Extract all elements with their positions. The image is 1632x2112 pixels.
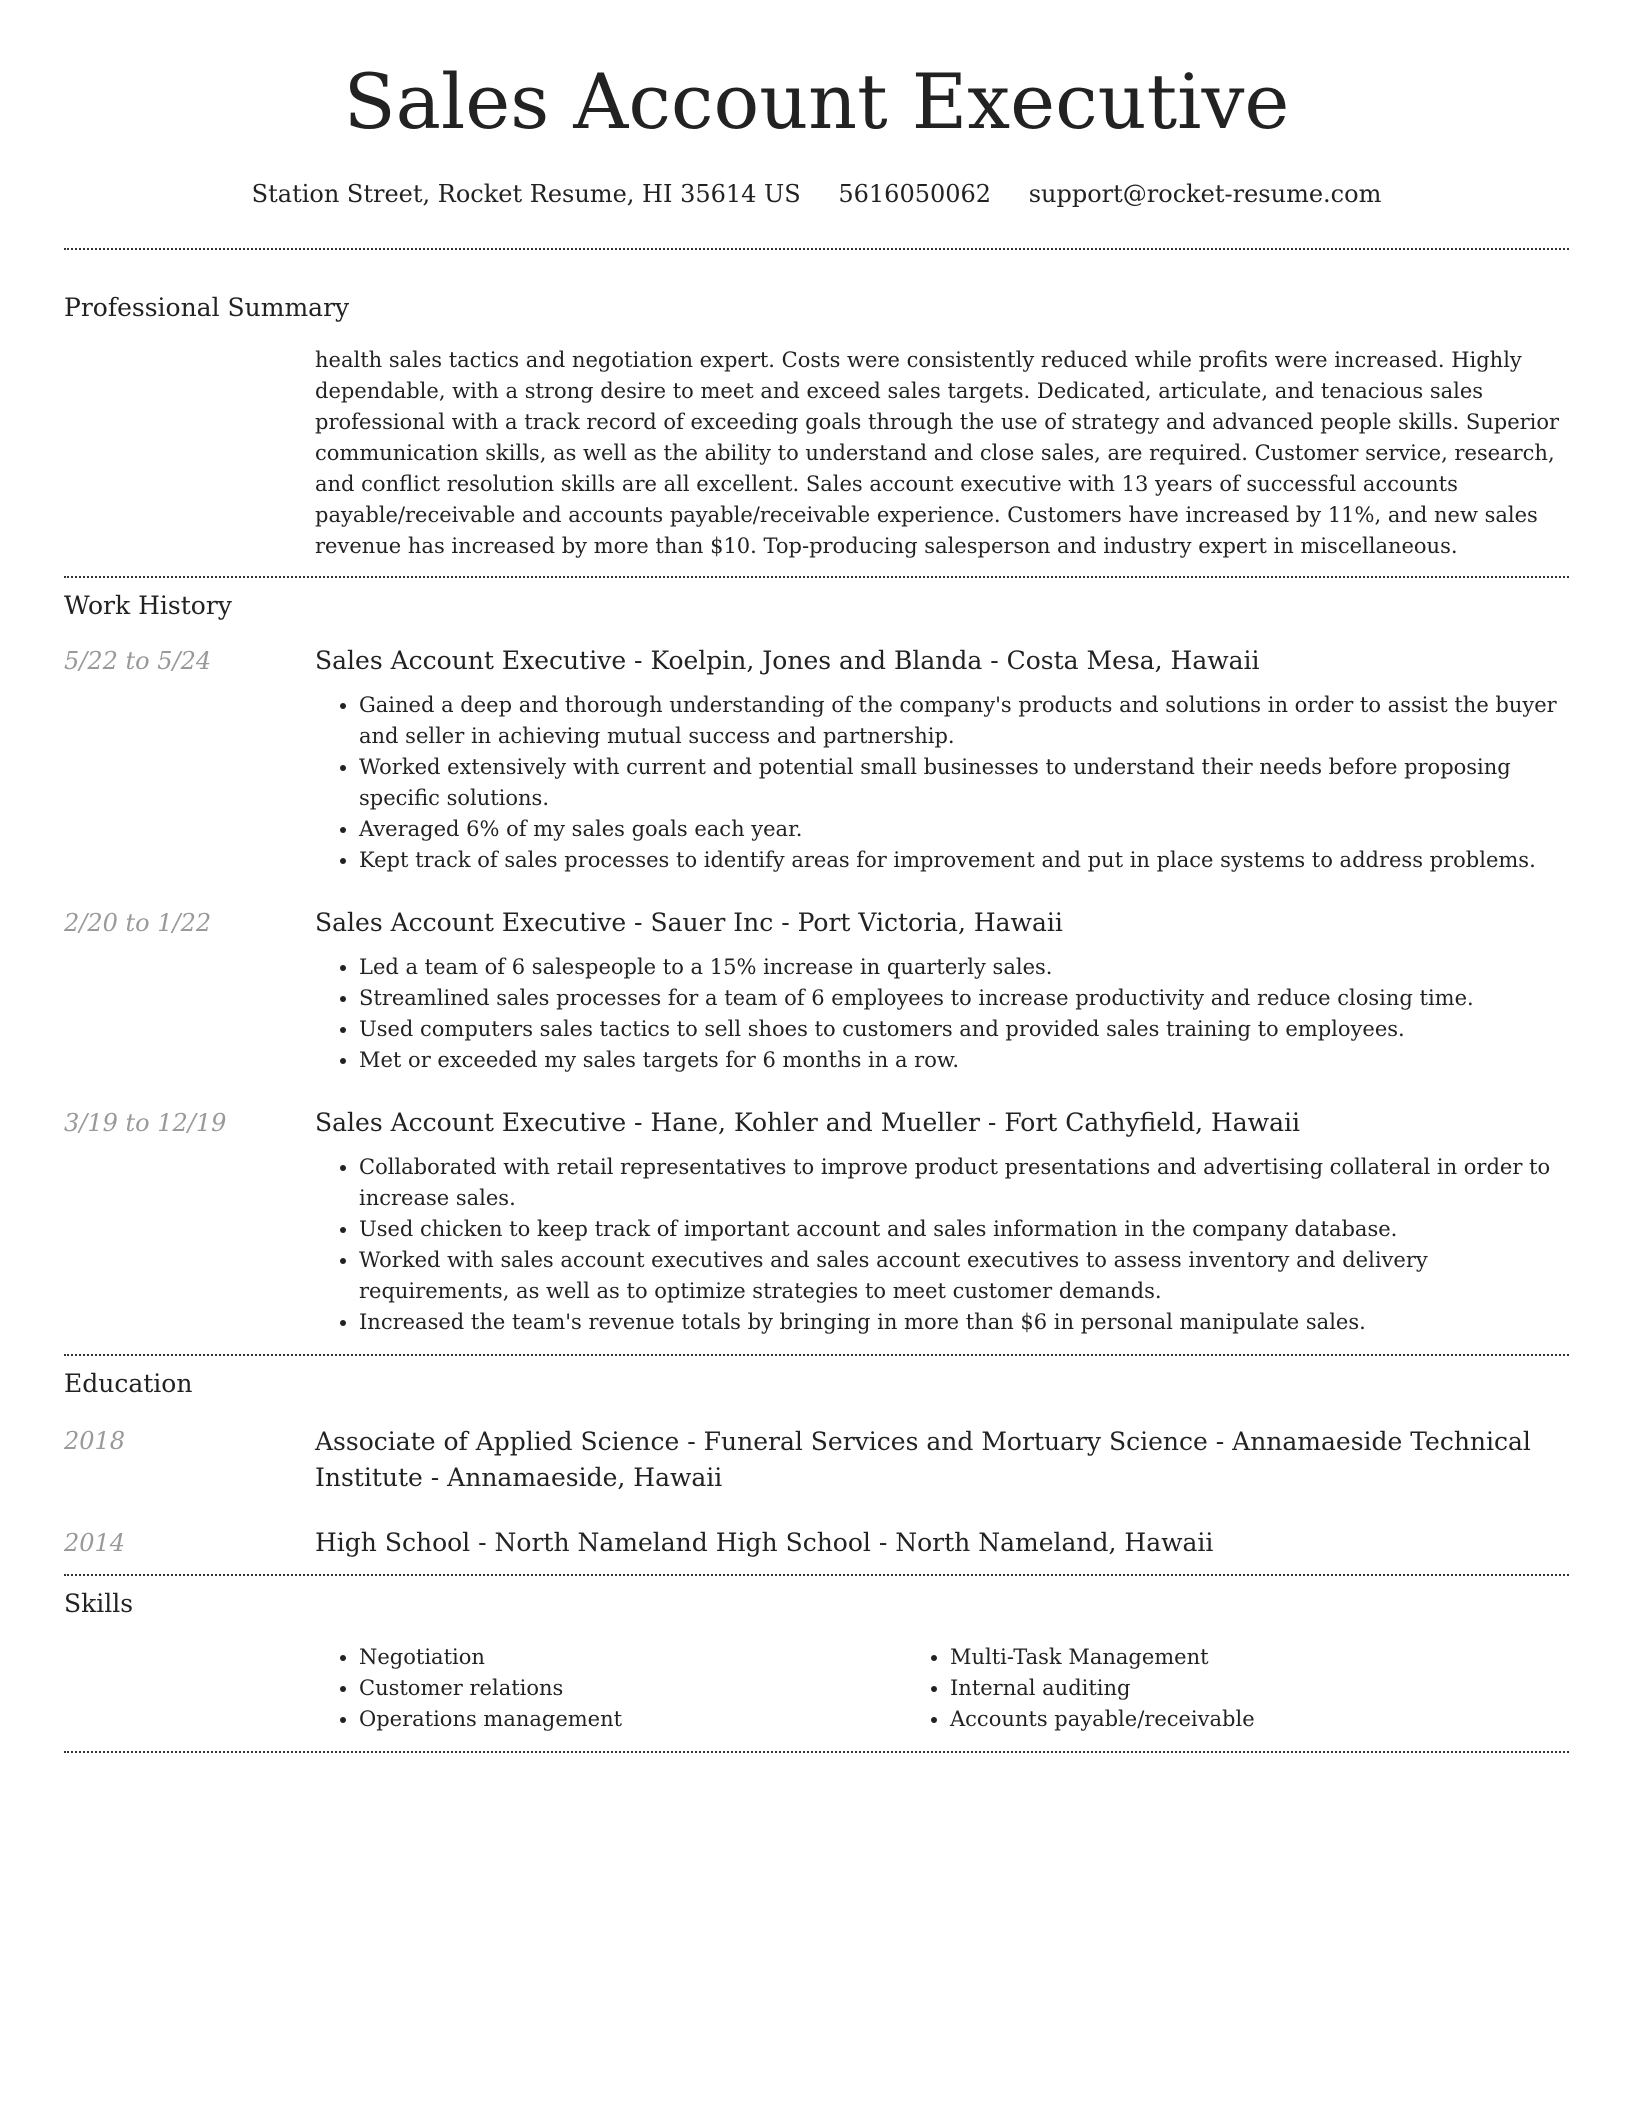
job-bullet: • Increased the team's revenue totals by bringing in more than $6 in personal manipulate sales.: [359, 1307, 1569, 1338]
job-heading: Sales Account Executive - Sauer Inc - Port Victoria, Hawaii: [315, 908, 1063, 937]
divider-work: [64, 1354, 1569, 1356]
skill-item: • Multi-Task Management: [950, 1642, 1465, 1673]
skill-item: • Customer relations: [359, 1673, 890, 1704]
job-entry: [64, 906, 1569, 1076]
job-bullet: • Kept track of sales processes to identify areas for improvement and put in place systems to address problems.: [359, 845, 1569, 876]
skill-item: • Operations management: [359, 1704, 890, 1735]
divider-skills: [64, 1751, 1569, 1753]
job-bullet: • Used chicken to keep track of important account and sales information in the company database.: [359, 1214, 1569, 1245]
summary-title: Professional Summary: [64, 293, 350, 322]
job-entry: [64, 644, 1569, 876]
contact-line: [64, 178, 1569, 210]
divider-education: [64, 1574, 1569, 1576]
skills-list-left: [315, 1642, 890, 1735]
job-bullets: [315, 690, 1569, 876]
contact-phone: 5616050062: [838, 180, 992, 208]
education-year: 2014: [64, 1529, 126, 1557]
skill-item: • Accounts payable/receivable: [950, 1704, 1465, 1735]
divider-header: [64, 248, 1569, 250]
skill-item: • Internal auditing: [950, 1673, 1465, 1704]
education-entry: [64, 1526, 1569, 1560]
job-bullet: • Worked with sales account executives and sales account executives to assess inventory and delivery requirements, as well as to optimize strategies to meet customer demands.: [359, 1245, 1569, 1307]
skills-list-right: [890, 1642, 1465, 1735]
job-bullet: • Streamlined sales processes for a team of 6 employees to increase productivity and reduce closing time.: [359, 983, 1569, 1014]
education-year: 2018: [64, 1427, 126, 1455]
job-heading: Sales Account Executive - Koelpin, Jones and Blanda - Costa Mesa, Hawaii: [315, 646, 1260, 675]
summary-spacer: [64, 345, 315, 562]
job-heading: Sales Account Executive - Hane, Kohler and Mueller - Fort Cathyfield, Hawaii: [315, 1108, 1300, 1137]
work-section: [64, 590, 1569, 1338]
skill-item: • Negotiation: [359, 1642, 890, 1673]
job-entry: [64, 1106, 1569, 1338]
skills-title: Skills: [64, 1589, 134, 1618]
job-bullet: • Led a team of 6 salespeople to a 15% increase in quarterly sales.: [359, 952, 1569, 983]
job-bullet: • Averaged 6% of my sales goals each year.: [359, 814, 1569, 845]
job-bullet: • Gained a deep and thorough understanding of the company's products and solutions in order to assist the buyer and seller in achieving mutual success and partnership.: [359, 690, 1569, 752]
skills-grid: [315, 1642, 1569, 1735]
education-title: Education: [64, 1369, 193, 1398]
divider-summary: [64, 576, 1569, 578]
work-title: Work History: [64, 591, 232, 620]
job-bullet: • Worked extensively with current and potential small businesses to understand their needs before proposing specific solutions.: [359, 752, 1569, 814]
skills-spacer: [64, 1642, 315, 1735]
education-section: [64, 1368, 1569, 1560]
job-bullet: • Collaborated with retail representatives to improve product presentations and advertising collateral in order to increase sales.: [359, 1152, 1569, 1214]
job-bullets: [315, 952, 1569, 1076]
job-bullets: [315, 1152, 1569, 1338]
job-dates: 5/22 to 5/24: [64, 647, 212, 675]
education-entry: [64, 1424, 1569, 1496]
job-dates: 3/19 to 12/19: [64, 1109, 227, 1137]
job-bullet: • Met or exceeded my sales targets for 6 months in a row.: [359, 1045, 1569, 1076]
summary-section: [64, 292, 1569, 562]
education-heading: Associate of Applied Science - Funeral Services and Mortuary Science - Annamaeside Technical Institute - Annamaeside, Hawaii: [315, 1427, 1531, 1492]
education-heading: High School - North Nameland High School - North Nameland, Hawaii: [315, 1528, 1214, 1557]
job-bullet: • Used computers sales tactics to sell shoes to customers and provided sales training to employees.: [359, 1014, 1569, 1045]
summary-text: health sales tactics and negotiation expert. Costs were consistently reduced while profits were increased. Highly dependable, with a strong desire to meet and exceed sales targets. Dedicated, articulate, and tenacious sales professional with a track record of exceeding goals through the use of strategy and advanced people skills. Superior communication skills, as well as the ability to understand and close sales, are required. Customer service, research, and conflict resolution skills are all excellent. Sales account executive with 13 years of successful accounts payable/receivable and accounts payable/receivable experience. Customers have increased by 11%, and new sales revenue has increased by more than $10. Top-producing salesperson and industry expert in miscellaneous.: [315, 348, 1560, 558]
contact-address: Station Street, Rocket Resume, HI 35614 US: [251, 180, 801, 208]
skills-section: [64, 1588, 1569, 1735]
resume-name: Sales Account Executive: [343, 57, 1290, 146]
contact-email: support@rocket-resume.com: [1028, 180, 1382, 208]
job-dates: 2/20 to 1/22: [64, 909, 212, 937]
